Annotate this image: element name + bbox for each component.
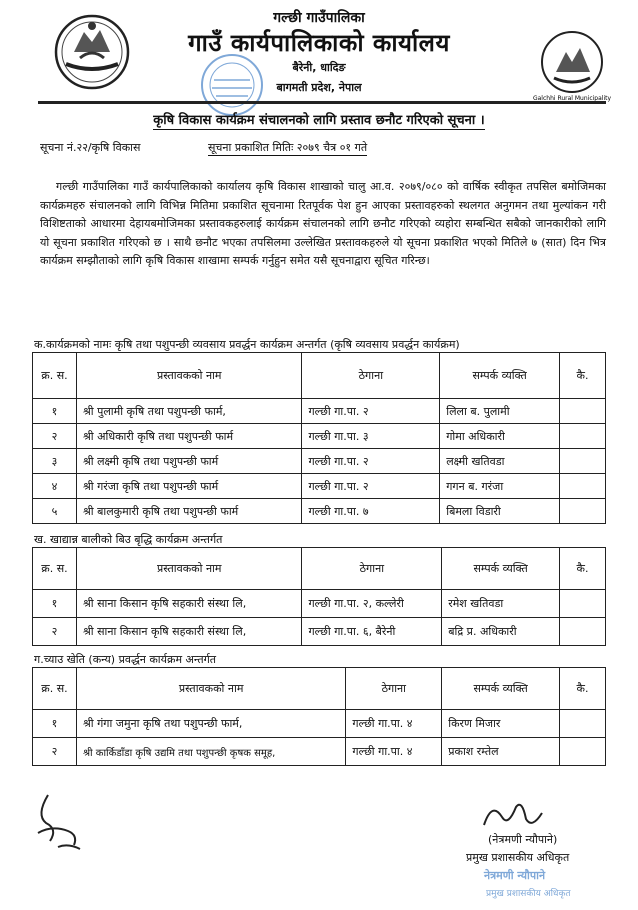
cell-remarks [560, 738, 606, 766]
table-row [33, 618, 606, 646]
handwritten-initials [28, 785, 88, 855]
col-address: ठेगाना [302, 353, 440, 399]
office-name: गाउँ कार्यपालिकाको कार्यालय [188, 29, 450, 57]
col-contact: सम्पर्क व्यक्ति [442, 668, 560, 710]
cell-proposer: श्री बालकुमारी कृषि तथा पशुपन्छी फार्म [76, 499, 302, 524]
cell-sn: १ [33, 590, 77, 618]
cell-remarks [560, 424, 606, 449]
notice-title-text: कृषि विकास कार्यक्रम संचालनको लागि प्रस्ताव छनौट गरिएको सूचना । [153, 113, 485, 128]
cell-proposer: श्री साना किसान कृषि सहकारी संस्था लि, [76, 618, 302, 646]
office-location: बैरेनी, धादिङ [292, 61, 346, 74]
section-a-table [32, 352, 606, 524]
cell-contact: प्रकाश रम्तेल [442, 738, 560, 766]
col-address: ठेगाना [346, 668, 442, 710]
col-proposer: प्रस्तावकको नाम [76, 353, 302, 399]
cell-contact: किरण मिजार [442, 710, 560, 738]
cell-proposer: श्री साना किसान कृषि सहकारी संस्था लि, [76, 590, 302, 618]
cell-address: गल्छी गा.पा. २ [302, 474, 440, 499]
section-c-table [32, 667, 606, 766]
cell-address: गल्छी गा.पा. २ [302, 449, 440, 474]
col-address: ठेगाना [302, 548, 442, 590]
col-sn: क्र. स. [33, 668, 77, 710]
cell-contact: बिमला विडारी [440, 499, 560, 524]
col-sn: क्र. स. [33, 353, 77, 399]
signatory-designation: प्रमुख प्रशासकीय अधिकृत [466, 851, 570, 864]
cell-address: गल्छी गा.पा. २ [302, 399, 440, 424]
col-contact: सम्पर्क व्यक्ति [442, 548, 560, 590]
col-proposer: प्रस्तावकको नाम [76, 548, 302, 590]
cell-address: गल्छी गा.पा. ४ [346, 738, 442, 766]
cell-remarks [560, 710, 606, 738]
cell-address: गल्छी गा.पा. ७ [302, 499, 440, 524]
col-contact: सम्पर्क व्यक्ति [440, 353, 560, 399]
cell-contact: लक्ष्मी खतिवडा [440, 449, 560, 474]
notice-reference: सूचना नं.२२/कृषि विकास [40, 141, 141, 154]
table-row [33, 738, 606, 766]
cell-sn: २ [33, 618, 77, 646]
cell-sn: १ [33, 399, 77, 424]
signatory-stamp-name: नेत्रमणी न्यौपाने [484, 869, 546, 882]
table-row [33, 474, 606, 499]
municipality-name: गल्छी गाउँपालिका [273, 10, 365, 26]
table-row [33, 449, 606, 474]
table-row [33, 499, 606, 524]
col-remarks: कै. [560, 668, 606, 710]
cell-contact: बद्रि प्र. अधिकारी [442, 618, 560, 646]
cell-sn: ३ [33, 449, 77, 474]
cell-remarks [560, 399, 606, 424]
table-row [33, 710, 606, 738]
cell-contact: लिला ब. पुलामी [440, 399, 560, 424]
cell-sn: २ [33, 424, 77, 449]
cell-sn: ५ [33, 499, 77, 524]
cell-sn: २ [33, 738, 77, 766]
table-header-row [33, 353, 606, 399]
cell-contact: रमेश खतिवडा [442, 590, 560, 618]
cell-address: गल्छी गा.पा. ६, बैरेनी [302, 618, 442, 646]
cell-proposer: श्री कार्किडाँडा कृषि उद्यमि तथा पशुपन्छी कृषक समूह, [76, 738, 345, 766]
cell-contact: गगन ब. गरंजा [440, 474, 560, 499]
section-c-heading: ग.च्याउ खेति (कन्य) प्रवर्द्धन कार्यक्रम अन्तर्गत [34, 653, 217, 666]
cell-address: गल्छी गा.पा. ४ [346, 710, 442, 738]
notice-body: गल्छी गाउँपालिका गाउँ कार्यपालिकाको कार्यालय कृषि विकास शाखाको चालु आ.व. २०७९/०८० को वार्षिक स्वीकृत तपसिल बमोजिमका कार्यक्रमहरु संचालनको लागि विभिन्न मितिमा प्रकाशित सूचनामा रितपूर्वक पेश हुन आएका प्रस्तावहरुको स्थलगत अनुगमन तथा मुल्यांकन गरी विशिष्टताको आधारमा देहायबमोजिमका प्रस्तावकहरुलाई कार्यक्रम संचालनको लागि छनौट गरिएको व्यहोरा सम्बन्धित सबैको जानकारीको लागि यो सूचना प्रकाशित गरिएको छ । साथै छनौट भएका तपसिलमा उल्लेखित प्रस्तावकहरुले यो सूचना प्रकाशित भएको मितिले ७ (सात) दिन भित्र कार्यक्रम सम्झौताको लागि कृषि विकास शाखामा सम्पर्क गर्नुहुन समेत यसै सूचनाद्वारा सूचित गरिन्छ। [40, 180, 606, 268]
col-remarks: कै. [560, 548, 606, 590]
col-remarks: कै. [560, 353, 606, 399]
cell-remarks [560, 618, 606, 646]
cell-remarks [560, 474, 606, 499]
table-header-row [33, 668, 606, 710]
signatory-name: (नेत्रमणी न्यौपाने) [488, 833, 558, 846]
col-proposer: प्रस्तावकको नाम [76, 668, 345, 710]
section-b-table [32, 547, 606, 646]
cell-proposer: श्री लक्ष्मी कृषि तथा पशुपन्छी फार्म [76, 449, 302, 474]
cell-sn: ४ [33, 474, 77, 499]
cell-remarks [560, 590, 606, 618]
section-a-heading: क.कार्यक्रमको नामः कृषि तथा पशुपन्छी व्यवसाय प्रवर्द्धन कार्यक्रम अन्तर्गत (कृषि व्यवसाय प्रवर्द्धन कार्यक्रम) [34, 338, 460, 351]
cell-proposer: श्री गरंजा कृषि तथा पशुपन्छी फार्म [76, 474, 302, 499]
cell-proposer: श्री अधिकारी कृषि तथा पशुपन्छी फार्म [76, 424, 302, 449]
cell-address: गल्छी गा.पा. २, कल्लेरी [302, 590, 442, 618]
cell-proposer: श्री गंगा जमुना कृषि तथा पशुपन्छी फार्म, [76, 710, 345, 738]
table-row [33, 424, 606, 449]
table-row [33, 399, 606, 424]
cell-proposer: श्री पुलामी कृषि तथा पशुपन्छी फार्म, [76, 399, 302, 424]
section-b-heading: ख. खाद्यान्न बालीको बिउ बृद्धि कार्यक्रम अन्तर्गत [34, 533, 223, 546]
table-header-row [33, 548, 606, 590]
cell-address: गल्छी गा.पा. ३ [302, 424, 440, 449]
cell-contact: गोमा अधिकारी [440, 424, 560, 449]
office-province: बागमती प्रदेश, नेपाल [276, 81, 362, 94]
notice-title [0, 110, 638, 128]
signatory-stamp-title: प्रमुख प्रशासकीय अधिकृत [486, 889, 571, 899]
cell-remarks [560, 449, 606, 474]
officer-signature [478, 795, 548, 835]
col-sn: क्र. स. [33, 548, 77, 590]
logo-caption: Galchhi Rural Municipality [532, 95, 612, 102]
table-row [33, 590, 606, 618]
notice-published-date: सूचना प्रकाशित मितिः २०७९ चैत्र ०१ गते [208, 141, 368, 154]
cell-sn: १ [33, 710, 77, 738]
cell-remarks [560, 499, 606, 524]
header-divider [38, 101, 606, 104]
